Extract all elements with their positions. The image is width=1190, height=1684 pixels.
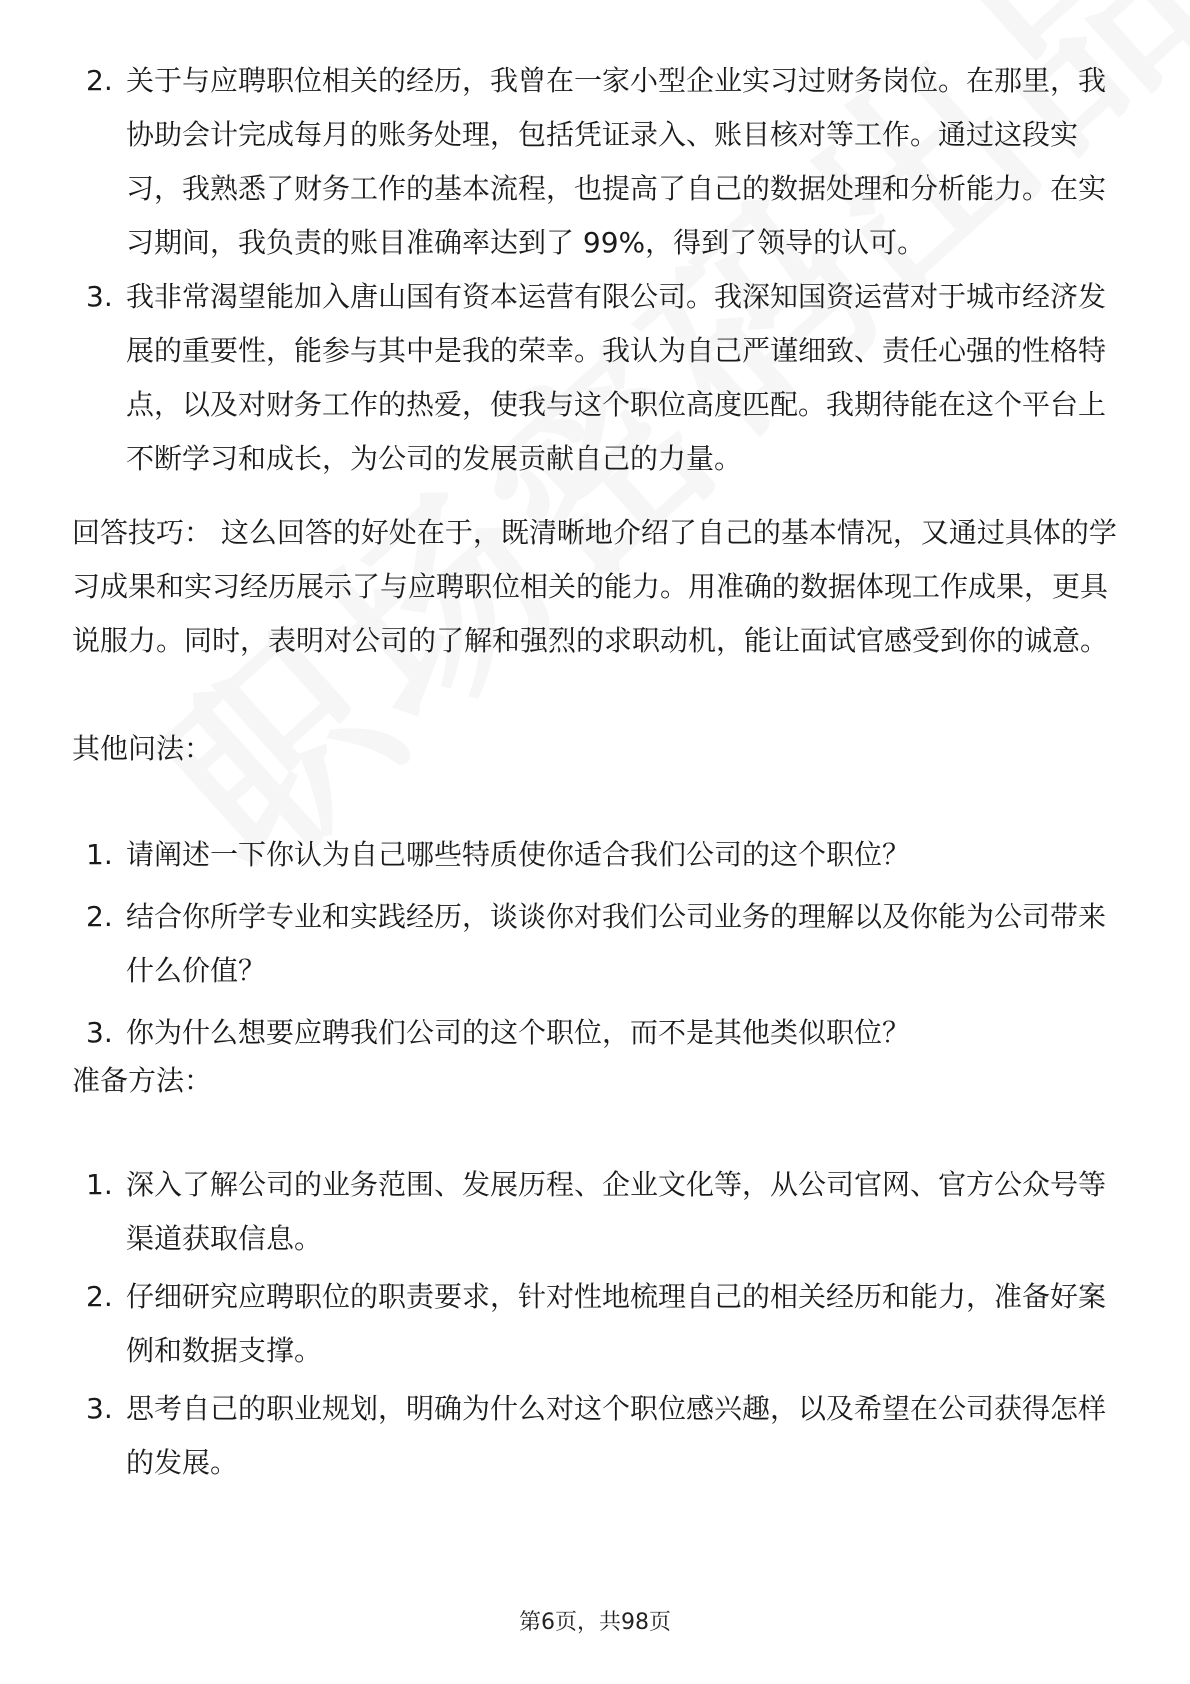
preparation-list bbox=[0, 1158, 1116, 1490]
list-number: 2. bbox=[86, 64, 113, 97]
list-item bbox=[0, 890, 1116, 998]
list-item-text: 结合你所学专业和实践经历，谈谈你对我们公司业务的理解以及你能为公司带来什么价值？ bbox=[126, 900, 1107, 987]
list-number: 3. bbox=[86, 1016, 113, 1049]
list-item-text: 仔细研究应聘职位的职责要求，针对性地梳理自己的相关经历和能力，准备好案例和数据支撑。 bbox=[126, 1280, 1107, 1367]
answer-tips: 回答技巧： 这么回答的好处在于，既清晰地介绍了自己的基本情况，又通过具体的学习成果和实习经历展示了与应聘职位相关的能力。用准确的数据体现工作成果，更具说服力。同时，表明对公司的了解和强烈的求职动机，能让面试官感受到你的诚意。 bbox=[72, 516, 1117, 657]
other-questions-list bbox=[0, 828, 1116, 1060]
list-number: 3. bbox=[86, 1392, 113, 1425]
list-item bbox=[0, 270, 1116, 486]
list-item-text: 关于与应聘职位相关的经历，我曾在一家小型企业实习过财务岗位。在那里，我协助会计完成每月的账务处理，包括凭证录入、账目核对等工作。通过这段实习，我熟悉了财务工作的基本流程，也提高了自己的数据处理和分析能力。在实习期间，我负责的账目准确率达到了 99%，得到了领导的认可。 bbox=[126, 64, 1107, 259]
list-item-text: 请阐述一下你认为自己哪些特质使你适合我们公司的这个职位？ bbox=[126, 838, 911, 871]
preparation-heading: 准备方法： bbox=[72, 1064, 213, 1097]
list-item-text: 思考自己的职业规划，明确为什么对这个职位感兴趣，以及希望在公司获得怎样的发展。 bbox=[126, 1392, 1107, 1479]
list-number: 1. bbox=[86, 1168, 113, 1201]
list-item-text: 你为什么想要应聘我们公司的这个职位，而不是其他类似职位？ bbox=[126, 1016, 911, 1049]
list-item-text: 我非常渴望能加入唐山国有资本运营有限公司。我深知国资运营对于城市经济发展的重要性，能参与其中是我的荣幸。我认为自己严谨细致、责任心强的性格特点，以及对财务工作的热爱，使我与这个职位高度匹配。我期待能在这个平台上不断学习和成长，为公司的发展贡献自己的力量。 bbox=[126, 280, 1107, 475]
list-number: 2. bbox=[86, 900, 113, 933]
list-item bbox=[0, 1158, 1116, 1266]
list-number: 2. bbox=[86, 1280, 113, 1313]
list-number: 1. bbox=[86, 838, 113, 871]
other-questions-heading: 其他问法： bbox=[72, 732, 213, 765]
list-item bbox=[0, 1006, 1116, 1060]
list-item bbox=[0, 54, 1116, 270]
list-item bbox=[0, 828, 1116, 882]
list-item-text: 深入了解公司的业务范围、发展历程、企业文化等，从公司官网、官方公众号等渠道获取信息。 bbox=[126, 1168, 1107, 1255]
page-footer: 第6页，共98页 bbox=[519, 1610, 671, 1635]
list-item bbox=[0, 1382, 1116, 1490]
list-number: 3. bbox=[86, 280, 113, 313]
intro-answer-list bbox=[0, 54, 1116, 486]
list-item bbox=[0, 1270, 1116, 1378]
